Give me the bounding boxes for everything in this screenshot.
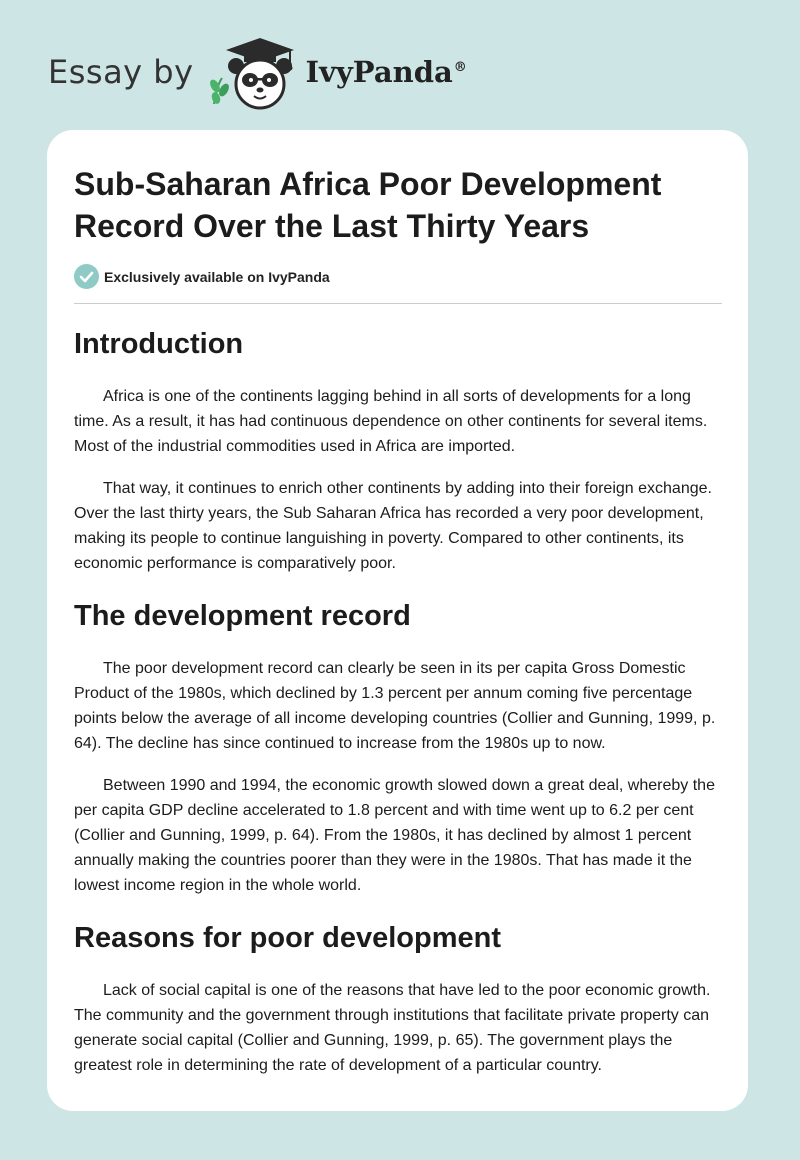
check-circle-icon	[74, 264, 99, 289]
paragraph: Africa is one of the continents lagging behind in all sorts of developments for a long time. As a result, it has had continuous dependence on other continents for several items. Most of the industrial commodities used in Africa are imported.	[74, 388, 708, 455]
paragraph: The poor development record can clearly be seen in its per capita Gross Domestic Product of the 1980s, which declined by 1.3 percent per annum coming five percentage points below the average of all income developing countries (Collier and Gunning, 1999, p. 64). The decline has since continued to increase from the 1980s up to now.	[74, 660, 716, 752]
site-header	[48, 34, 467, 110]
paragraph: That way, it continues to enrich other continents by adding into their foreign exchange. Over the last thirty years, the Sub Saharan Africa has recorded a very poor development, making its people to continue languishing in poverty. Compared to other continents, its economic performance is comparatively poor.	[74, 480, 712, 572]
section-heading: The development record	[74, 600, 411, 632]
paragraph: Lack of social capital is one of the reasons that have led to the poor economic growth. The community and the government through institutions that facilitate private property can generate social capital (Collier and Gunning, 1999, p. 65). The government plays the greatest role in determining the rate of development of a particular country.	[74, 982, 711, 1074]
exclusive-badge-text: Exclusively available on IvyPanda	[104, 268, 330, 285]
paragraph: Between 1990 and 1994, the economic growth slowed down a great deal, whereby the per capita GDP decline accelerated to 1.8 percent and with time went up to 6.2 per cent (Collier and Gunning, 1999, p. 64). From the 1980s, it has declined by almost 1 percent annually making the countries poorer than they were in the 1980s. That has made it the lowest income region in the whole world.	[74, 777, 715, 894]
section-development-record	[74, 598, 722, 898]
panda-graduate-icon[interactable]	[206, 34, 302, 110]
section-reasons	[74, 920, 722, 1078]
essay-title: Sub-Saharan Africa Poor Development Record Over the Last Thirty Years	[74, 166, 662, 244]
essay-card	[47, 130, 748, 1111]
section-heading: Introduction	[74, 328, 244, 360]
brand-name[interactable]: IvyPanda®	[305, 55, 467, 89]
essay-by-label: Essay by	[48, 53, 194, 91]
section-heading: Reasons for poor development	[74, 922, 502, 954]
exclusive-badge	[74, 264, 722, 304]
section-introduction	[74, 326, 722, 576]
registered-mark: ®	[453, 60, 467, 76]
